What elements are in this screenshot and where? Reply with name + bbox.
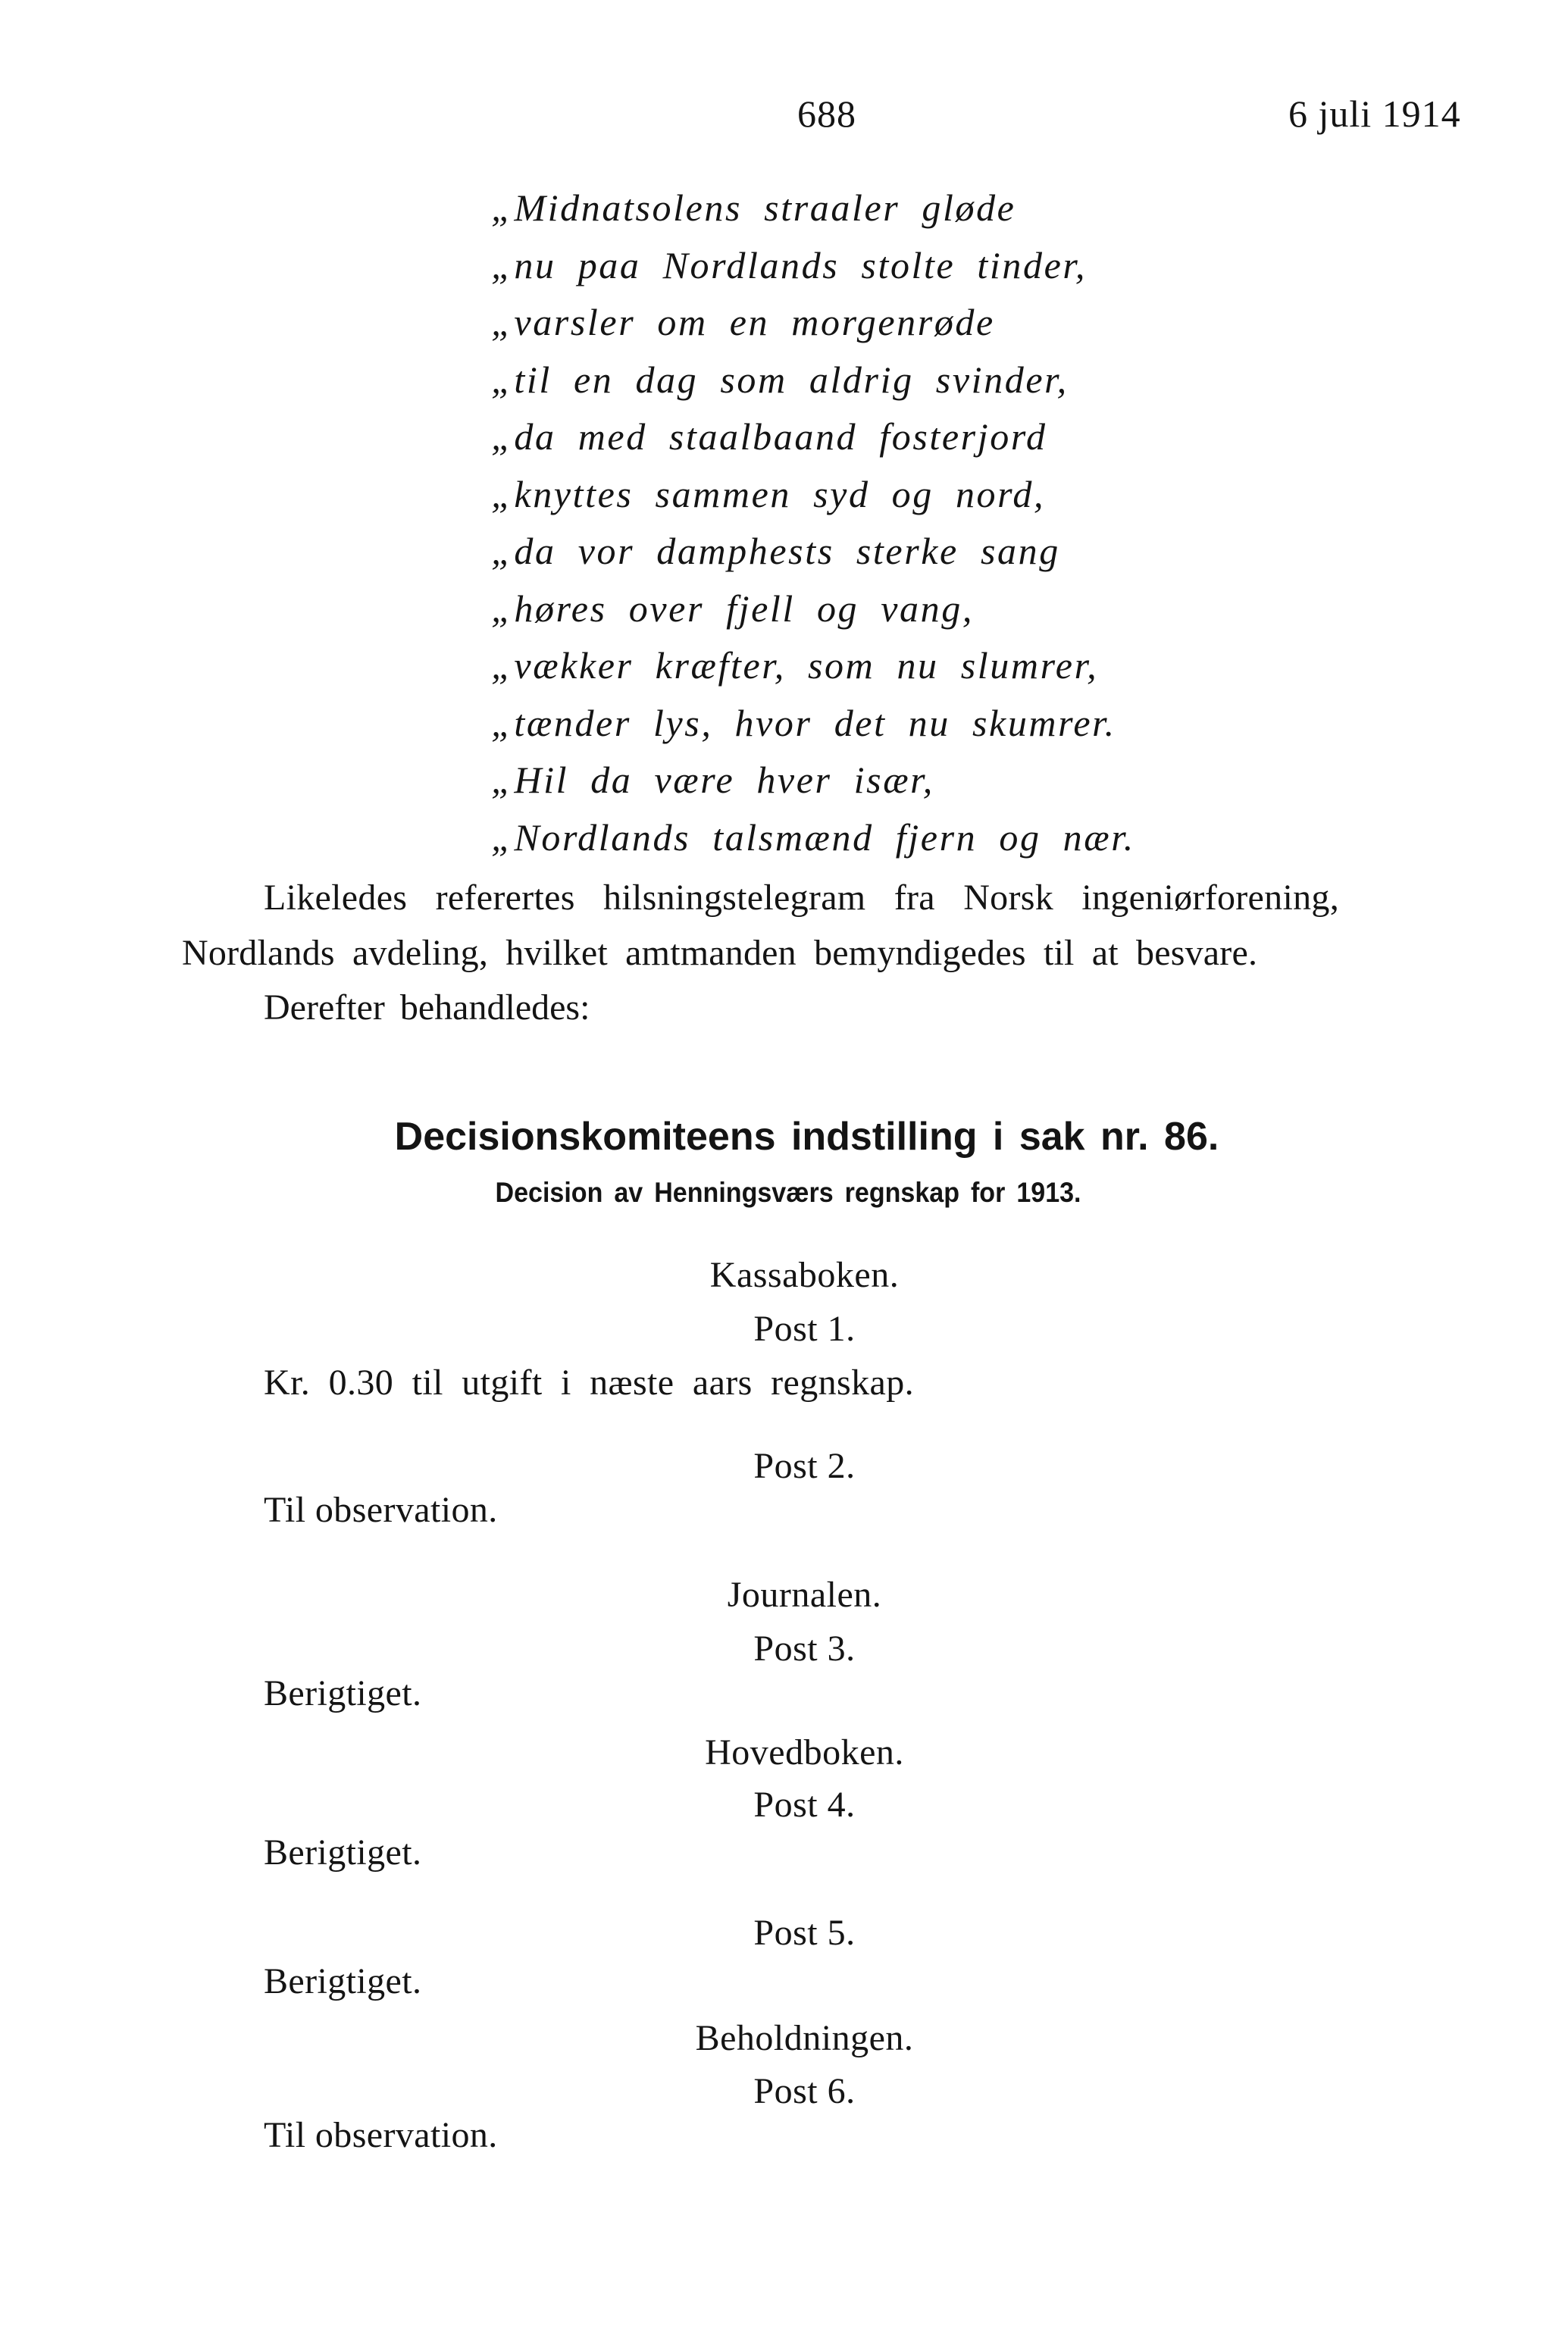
body-paragraph: Likeledes referertes hilsningstelegram fra Norsk ingeniørforening, xyxy=(264,878,1340,918)
page-number: 688 xyxy=(797,92,856,135)
poem-line: „varsler om en morgenrøde xyxy=(491,301,995,343)
body-paragraph: Derefter behandledes: xyxy=(264,987,590,1028)
ledger-heading: Kassaboken. xyxy=(709,1255,900,1295)
poem-line: „da med staalbaand fosterjord xyxy=(491,415,1047,458)
poem-line: „da vor damphests sterke sang xyxy=(491,530,1060,572)
post-remark: Berigtiget. xyxy=(264,1673,422,1713)
post-label: Post 2. xyxy=(753,1446,856,1486)
poem-line: „knyttes sammen syd og nord, xyxy=(491,472,1046,515)
ledger-heading: Hovedboken. xyxy=(705,1732,904,1773)
section-title: Decisionskomiteens indstilling i sak nr. 86. xyxy=(394,1115,1219,1159)
post-remark: Til observation. xyxy=(264,2115,498,2155)
page-date: 6 juli 1914 xyxy=(1288,92,1461,135)
post-remark: Kr. 0.30 til utgift i næste aars regnskap. xyxy=(264,1363,915,1403)
post-remark: Berigtiget. xyxy=(264,1961,422,2001)
poem-line: „vækker kræfter, som nu slumrer, xyxy=(491,644,1099,687)
poem-line: „nu paa Nordlands stolte tinder, xyxy=(491,243,1088,286)
poem xyxy=(491,180,1249,866)
poem-line: „Nordlands talsmænd fjern og nær. xyxy=(491,815,1135,859)
ledger-heading: Beholdningen. xyxy=(695,2018,914,2058)
poem-line: „Hil da være hver især, xyxy=(491,759,934,801)
section-subtitle: Decision av Henningsværs regnskap for 1913. xyxy=(495,1177,1081,1208)
post-label: Post 6. xyxy=(753,2071,856,2111)
poem-line: „høres over fjell og vang, xyxy=(491,587,974,630)
post-remark: Til observation. xyxy=(264,1490,498,1530)
body-paragraph: Nordlands avdeling, hvilket amtmanden bemyndigedes til at besvare. xyxy=(182,933,1258,973)
poem-line: „tænder lys, hvor det nu skumrer. xyxy=(491,701,1116,744)
post-label: Post 1. xyxy=(753,1309,856,1349)
post-label: Post 3. xyxy=(753,1629,856,1669)
post-label: Post 4. xyxy=(753,1785,856,1825)
poem-line: „til en dag som aldrig svinder, xyxy=(491,358,1069,401)
ledger-heading: Journalen. xyxy=(727,1575,882,1615)
post-label: Post 5. xyxy=(753,1913,856,1953)
post-remark: Berigtiget. xyxy=(264,1832,422,1873)
poem-line: „Midnatsolens straaler gløde xyxy=(491,186,1016,229)
